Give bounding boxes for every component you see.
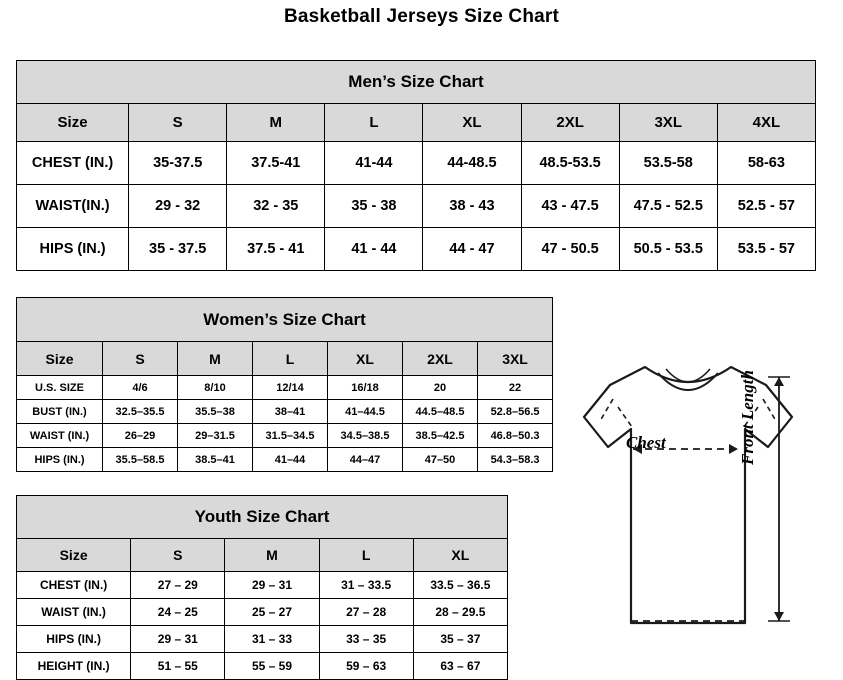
table-row: [17, 448, 553, 472]
column-header-s: S: [131, 539, 225, 572]
table-row: [17, 424, 553, 448]
cell-bust-l: 38–41: [253, 400, 328, 424]
row-label-chest: CHEST (IN.): [17, 572, 131, 599]
table-row: [17, 626, 508, 653]
cell-height-xl: 63 – 67: [413, 653, 507, 680]
column-header-s: S: [129, 104, 227, 142]
column-header-xl: XL: [328, 342, 403, 376]
cell-waist-m: 32 - 35: [227, 185, 325, 228]
cell-hips-s: 29 – 31: [131, 626, 225, 653]
cell-waist-l: 35 - 38: [325, 185, 423, 228]
column-header-l: L: [319, 539, 413, 572]
cell-waist-2xl: 43 - 47.5: [521, 185, 619, 228]
cell-waist-2xl: 38.5–42.5: [403, 424, 478, 448]
column-header-size: Size: [17, 539, 131, 572]
column-header-s: S: [103, 342, 178, 376]
table-row: [17, 228, 816, 271]
cell-waist-s: 29 - 32: [129, 185, 227, 228]
cell-chest-l: 31 – 33.5: [319, 572, 413, 599]
table-row: [17, 185, 816, 228]
column-header-l: L: [253, 342, 328, 376]
cell-bust-xl: 41–44.5: [328, 400, 403, 424]
cell-hips-3xl: 54.3–58.3: [478, 448, 553, 472]
column-header-3xl: 3XL: [619, 104, 717, 142]
column-header-size: Size: [17, 342, 103, 376]
youth-chart-title: Youth Size Chart: [17, 496, 508, 539]
column-header-2xl: 2XL: [521, 104, 619, 142]
table-banner-row: [17, 496, 508, 539]
cell-hips-s: 35.5–58.5: [103, 448, 178, 472]
cell-waist-m: 25 – 27: [225, 599, 319, 626]
row-label-height: HEIGHT (IN.): [17, 653, 131, 680]
row-label-waist: WAIST(IN.): [17, 185, 129, 228]
cell-waist-s: 24 – 25: [131, 599, 225, 626]
column-header-m: M: [225, 539, 319, 572]
cell-chest-l: 41-44: [325, 142, 423, 185]
cell-height-l: 59 – 63: [319, 653, 413, 680]
cell-chest-m: 29 – 31: [225, 572, 319, 599]
cell-hips-xl: 44 - 47: [423, 228, 521, 271]
womens-size-chart-table: [16, 297, 553, 472]
cell-ussize-2xl: 20: [403, 376, 478, 400]
table-row: [17, 142, 816, 185]
table-row: [17, 400, 553, 424]
row-label-waist: WAIST (IN.): [17, 599, 131, 626]
row-label-hips: HIPS (IN.): [17, 228, 129, 271]
cell-hips-2xl: 47–50: [403, 448, 478, 472]
table-row: [17, 376, 553, 400]
cell-hips-m: 31 – 33: [225, 626, 319, 653]
column-header-size: Size: [17, 104, 129, 142]
cell-chest-4xl: 58-63: [717, 142, 815, 185]
cell-hips-4xl: 53.5 - 57: [717, 228, 815, 271]
cell-chest-m: 37.5-41: [227, 142, 325, 185]
cell-height-m: 55 – 59: [225, 653, 319, 680]
table-banner-row: [17, 298, 553, 342]
column-header-m: M: [227, 104, 325, 142]
cell-ussize-3xl: 22: [478, 376, 553, 400]
cell-waist-xl: 34.5–38.5: [328, 424, 403, 448]
cell-hips-xl: 35 – 37: [413, 626, 507, 653]
womens-chart-title: Women’s Size Chart: [17, 298, 553, 342]
table-banner-row: [17, 61, 816, 104]
jersey-measurement-diagram: [540, 355, 836, 665]
mens-size-chart-table: [16, 60, 816, 271]
cell-waist-m: 29–31.5: [178, 424, 253, 448]
cell-waist-3xl: 47.5 - 52.5: [619, 185, 717, 228]
cell-ussize-xl: 16/18: [328, 376, 403, 400]
cell-ussize-l: 12/14: [253, 376, 328, 400]
cell-waist-s: 26–29: [103, 424, 178, 448]
front-length-measurement-label: Front Length: [738, 370, 757, 465]
row-label-hips: HIPS (IN.): [17, 626, 131, 653]
table-header-row: [17, 342, 553, 376]
cell-ussize-s: 4/6: [103, 376, 178, 400]
page-title: Basketball Jerseys Size Chart: [283, 6, 560, 27]
cell-chest-xl: 44-48.5: [423, 142, 521, 185]
row-label-waist: WAIST (IN.): [17, 424, 103, 448]
cell-hips-l: 41–44: [253, 448, 328, 472]
cell-bust-s: 32.5–35.5: [103, 400, 178, 424]
youth-size-chart-table: [16, 495, 508, 680]
chest-measurement-label: Chest: [626, 433, 666, 452]
column-header-xl: XL: [413, 539, 507, 572]
cell-waist-xl: 28 – 29.5: [413, 599, 507, 626]
table-row: [17, 653, 508, 680]
jersey-shape-icon: [540, 355, 836, 665]
row-label-hips: HIPS (IN.): [17, 448, 103, 472]
table-header-row: [17, 539, 508, 572]
cell-bust-m: 35.5–38: [178, 400, 253, 424]
cell-hips-l: 33 – 35: [319, 626, 413, 653]
cell-height-s: 51 – 55: [131, 653, 225, 680]
column-header-4xl: 4XL: [717, 104, 815, 142]
table-row: [17, 599, 508, 626]
cell-hips-m: 37.5 - 41: [227, 228, 325, 271]
cell-chest-2xl: 48.5-53.5: [521, 142, 619, 185]
row-label-chest: CHEST (IN.): [17, 142, 129, 185]
row-label-us-size: U.S. SIZE: [17, 376, 103, 400]
cell-bust-2xl: 44.5–48.5: [403, 400, 478, 424]
cell-hips-m: 38.5–41: [178, 448, 253, 472]
cell-waist-3xl: 46.8–50.3: [478, 424, 553, 448]
cell-waist-xl: 38 - 43: [423, 185, 521, 228]
column-header-l: L: [325, 104, 423, 142]
cell-bust-3xl: 52.8–56.5: [478, 400, 553, 424]
cell-waist-4xl: 52.5 - 57: [717, 185, 815, 228]
column-header-2xl: 2XL: [403, 342, 478, 376]
cell-chest-s: 35-37.5: [129, 142, 227, 185]
column-header-xl: XL: [423, 104, 521, 142]
cell-hips-2xl: 47 - 50.5: [521, 228, 619, 271]
cell-waist-l: 31.5–34.5: [253, 424, 328, 448]
cell-chest-xl: 33.5 – 36.5: [413, 572, 507, 599]
cell-hips-l: 41 - 44: [325, 228, 423, 271]
cell-chest-s: 27 – 29: [131, 572, 225, 599]
row-label-bust: BUST (IN.): [17, 400, 103, 424]
cell-ussize-m: 8/10: [178, 376, 253, 400]
cell-waist-l: 27 – 28: [319, 599, 413, 626]
cell-hips-3xl: 50.5 - 53.5: [619, 228, 717, 271]
column-header-3xl: 3XL: [478, 342, 553, 376]
cell-hips-s: 35 - 37.5: [129, 228, 227, 271]
mens-chart-title: Men’s Size Chart: [17, 61, 816, 104]
table-header-row: [17, 104, 816, 142]
table-row: [17, 572, 508, 599]
cell-chest-3xl: 53.5-58: [619, 142, 717, 185]
cell-hips-xl: 44–47: [328, 448, 403, 472]
column-header-m: M: [178, 342, 253, 376]
